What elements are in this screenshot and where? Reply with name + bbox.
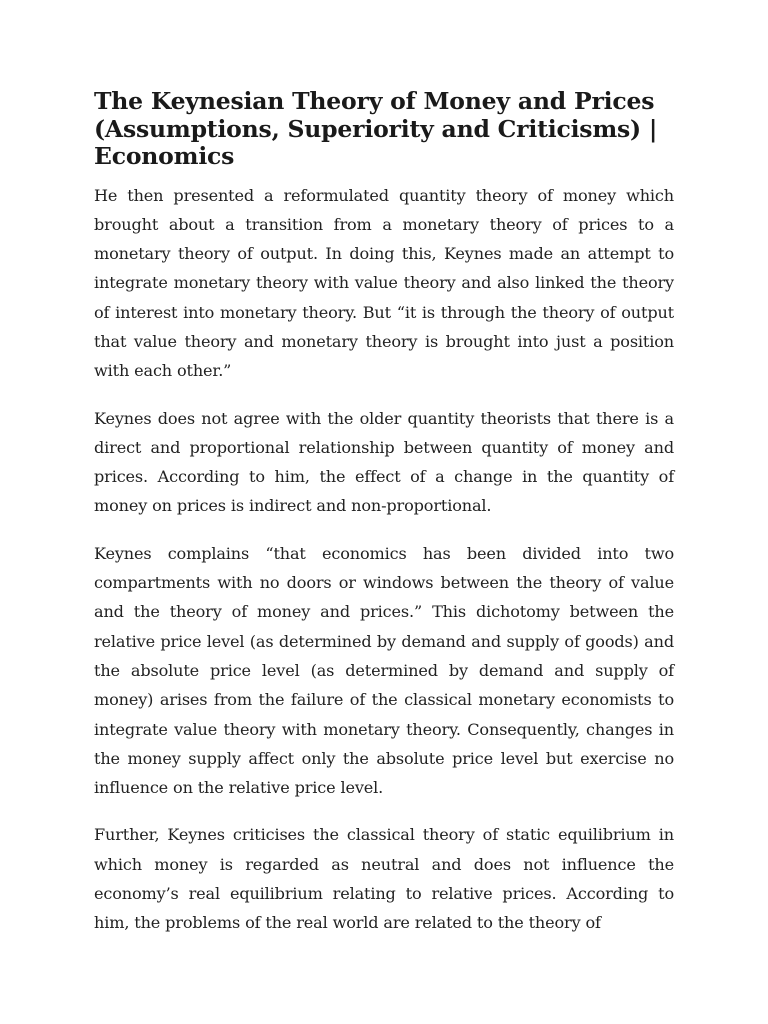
paragraph-1: He then presented a reformulated quantity theory of money which brought about a transition from a monetary theory of prices to a monetary theory of output. In doing this, Keynes made an attempt to integrate monetary theory with value theory and also linked the theory of interest into monetary theory. But “it is through the theory of output that value theory and monetary theory is brought into just a position with each other.” bbox=[94, 185, 674, 381]
article-title: The Keynesian Theory of Money and Prices (Assumptions, Superiority and Criticisms) | Economics bbox=[94, 87, 658, 170]
paragraph-4: Further, Keynes criticises the classical theory of static equilibrium in which money is regarded as neutral and does not influence the economy’s real equilibrium relating to relative prices. According to him, the problems of the real world are related to the theory of bbox=[94, 825, 674, 933]
article bbox=[94, 88, 674, 956]
paragraph-3: Keynes complains “that economics has been divided into two compartments with no doors or windows between the theory of value and the theory of money and prices.” This dichotomy between the relative price level (as determined by demand and supply of goods) and the absolute price level (as determined by demand and supply of money) arises from the failure of the classical monetary economists to integrate value theory with monetary theory. Consequently, changes in the money supply affect only the absolute price level but exercise no influence on the relative price level. bbox=[94, 543, 674, 798]
paragraph-2: Keynes does not agree with the older quantity theorists that there is a direct and proportional relationship between quantity of money and prices. According to him, the effect of a change in the quantity of money on prices is indirect and non-proportional. bbox=[94, 408, 674, 516]
